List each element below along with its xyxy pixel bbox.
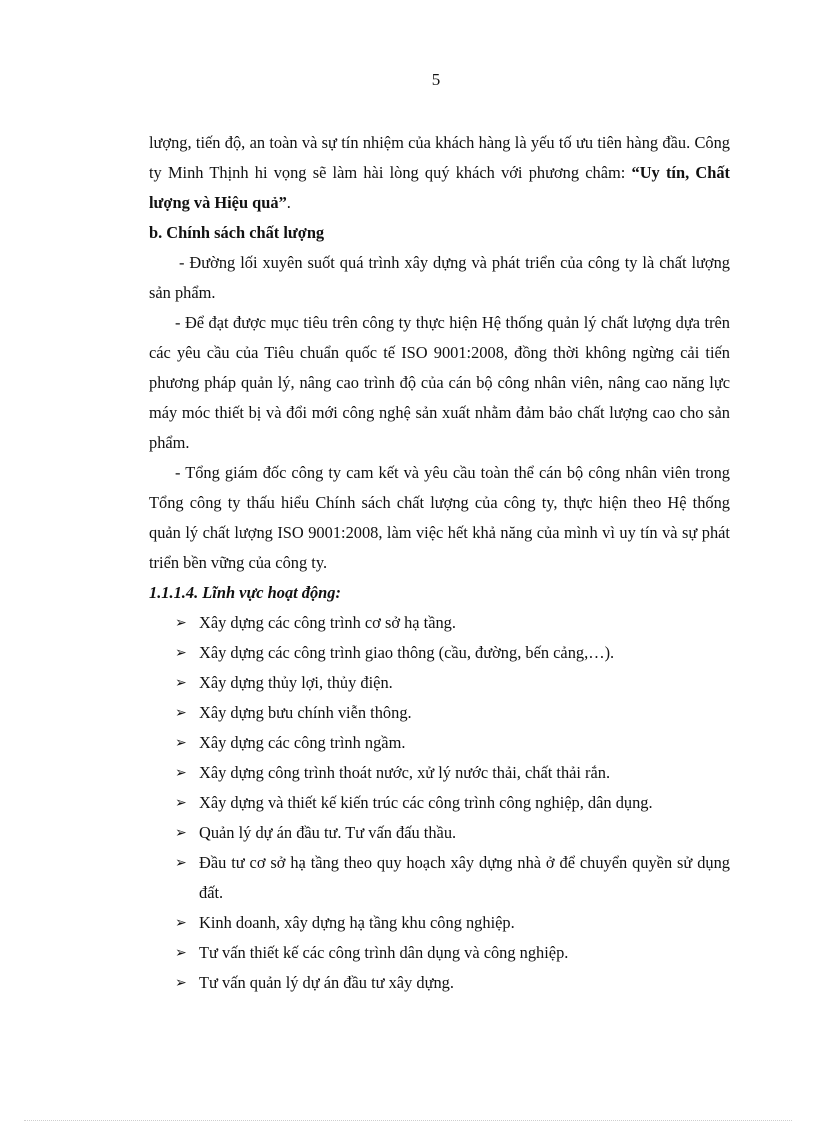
list-item (149, 668, 730, 698)
activities-heading: 1.1.1.4. Lĩnh vực hoạt động: (149, 583, 341, 602)
list-item-text: Xây dựng công trình thoát nước, xử lý nước thải, chất thải rắn. (199, 763, 611, 782)
motto-period: . (286, 193, 291, 212)
list-item-text: Quản lý dự án đầu tư. Tư vấn đấu thầu. (199, 823, 457, 842)
intro-text: lượng, tiến độ, an toàn và sự tín nhiệm của khách hàng là yếu tố ưu tiên hàng đầu. Công ty Minh Thịnh hi vọng sẽ làm hài lòng quý khách với phương châm: (149, 133, 730, 182)
page-number: 5 (431, 70, 441, 89)
list-item (149, 758, 730, 788)
arrow-bullet-icon: ➢ (175, 765, 187, 781)
policy-paragraph-1: - Đường lối xuyên suốt quá trình xây dựng và phát triển của công ty là chất lượng sản phẩm. (149, 253, 730, 302)
list-item-text: Xây dựng các công trình ngầm. (199, 733, 406, 752)
list-item (149, 938, 730, 968)
arrow-bullet-icon: ➢ (175, 705, 187, 721)
arrow-bullet-icon: ➢ (175, 645, 187, 661)
list-item-text: Tư vấn quản lý dự án đầu tư xây dựng. (199, 973, 454, 992)
list-item-text: Xây dựng bưu chính viễn thông. (199, 703, 412, 722)
list-item-text: Kinh doanh, xây dựng hạ tầng khu công nghiệp. (199, 913, 515, 932)
arrow-bullet-icon: ➢ (175, 915, 187, 931)
arrow-bullet-icon: ➢ (175, 615, 187, 631)
company-motto: “Uy tín, Chất lượng và Hiệu quả” (149, 163, 730, 212)
list-item (149, 788, 730, 818)
arrow-bullet-icon: ➢ (175, 825, 187, 841)
list-item (149, 848, 730, 908)
arrow-bullet-icon: ➢ (175, 675, 187, 691)
policy-paragraph-3: - Tổng giám đốc công ty cam kết và yêu cầu toàn thể cán bộ công nhân viên trong Tổng công ty thấu hiểu Chính sách chất lượng của công ty, thực hiện theo Hệ thống quản lý chất lượng ISO 9001:2008, làm việc hết khả năng của mình vì uy tín và sự phát triển bền vững của công ty. (149, 463, 730, 572)
arrow-bullet-icon: ➢ (175, 945, 187, 961)
policy-paragraph-2: - Để đạt được mục tiêu trên công ty thực hiện Hệ thống quản lý chất lượng dựa trên các yêu cầu của Tiêu chuẩn quốc tế ISO 9001:2008, đồng thời không ngừng cải tiến phương pháp quản lý, nâng cao trình độ của cán bộ công nhân viên, nâng cao năng lực máy móc thiết bị và đổi mới công nghệ sản xuất nhằm đảm bảo chất lượng cao cho sản phẩm. (149, 313, 730, 452)
list-item-text: Đầu tư cơ sở hạ tầng theo quy hoạch xây dựng nhà ở để chuyển quyền sử dụng đất. (199, 853, 730, 902)
list-item (149, 728, 730, 758)
document-body (149, 128, 730, 998)
list-item (149, 608, 730, 638)
list-item-text: Xây dựng và thiết kế kiến trúc các công trình công nghiệp, dân dụng. (199, 793, 653, 812)
list-item (149, 638, 730, 668)
list-item-text: Xây dựng các công trình cơ sở hạ tầng. (199, 613, 456, 632)
list-item-text: Xây dựng thủy lợi, thủy điện. (199, 673, 393, 692)
intro-paragraph (149, 128, 730, 218)
arrow-bullet-icon: ➢ (175, 855, 187, 871)
list-item (149, 968, 730, 998)
list-item (149, 908, 730, 938)
quality-policy-heading: b. Chính sách chất lượng (149, 223, 325, 242)
arrow-bullet-icon: ➢ (175, 975, 187, 991)
list-item (149, 818, 730, 848)
list-item-text: Tư vấn thiết kế các công trình dân dụng và công nghiệp. (199, 943, 569, 962)
arrow-bullet-icon: ➢ (175, 795, 187, 811)
list-item (149, 698, 730, 728)
page-bottom-divider (24, 1120, 792, 1121)
list-item-text: Xây dựng các công trình giao thông (cầu, đường, bến cảng,…). (199, 643, 615, 662)
arrow-bullet-icon: ➢ (175, 735, 187, 751)
activities-list (149, 608, 730, 998)
